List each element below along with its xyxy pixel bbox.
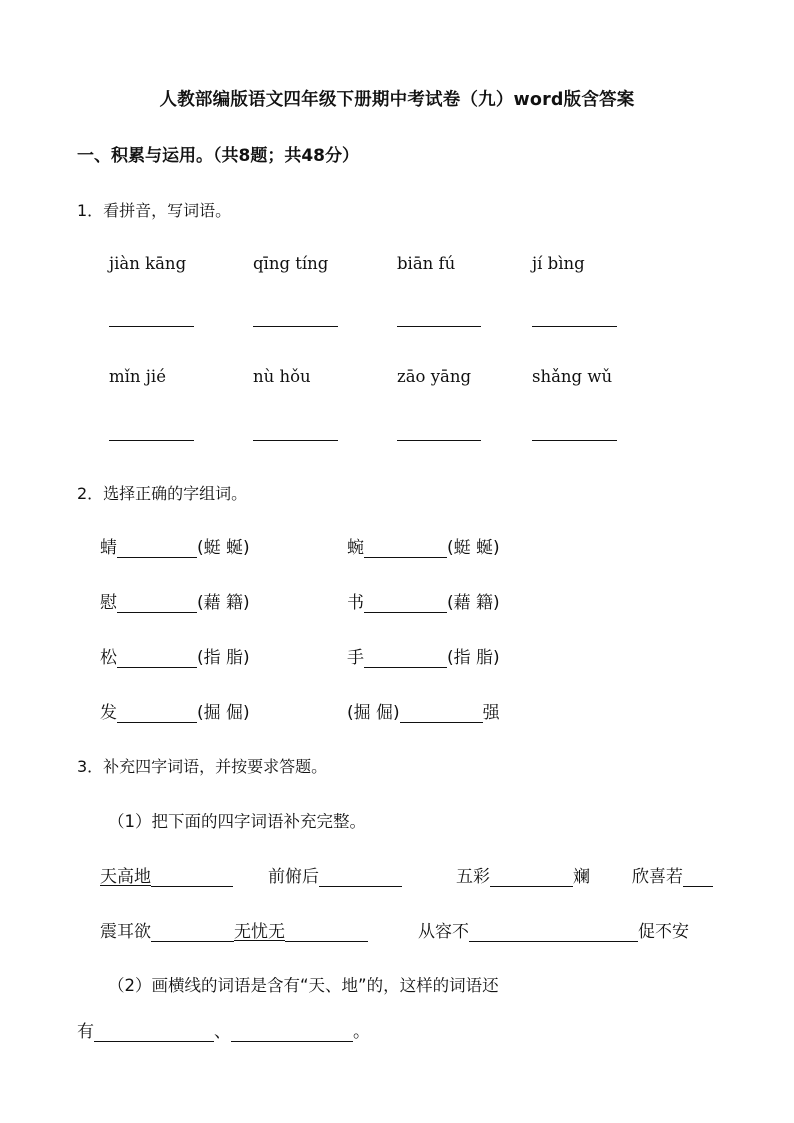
choice-options: (掘 倔)	[197, 703, 250, 723]
choice-suffix: 强	[482, 703, 500, 723]
answer-blank[interactable]	[117, 649, 197, 668]
question-3-part-1: （1）把下面的四字词语补充完整。	[108, 812, 366, 831]
word-choice-item	[347, 643, 500, 668]
answer-blank[interactable]	[151, 868, 233, 887]
pinyin-bian-fu: biān fú	[397, 254, 456, 273]
answer-blank[interactable]	[231, 1023, 353, 1042]
idiom-fill-item	[632, 862, 713, 887]
answer-blank[interactable]	[400, 704, 483, 723]
answer-blank[interactable]	[117, 539, 197, 558]
answer-blank[interactable]	[117, 594, 197, 613]
pinyin-qing-ting: qīng tíng	[253, 254, 329, 273]
question-3-label: 3．补充四字词语，并按要求答题。	[77, 757, 328, 776]
answer-line-start: 有	[77, 1022, 94, 1042]
pinyin-ji-bing: jí bìng	[532, 254, 585, 273]
answer-blank[interactable]	[532, 326, 617, 327]
answer-blank[interactable]	[532, 440, 617, 441]
idiom-underlined-start: 无忧无	[234, 922, 285, 942]
choice-options: (藉 籍)	[447, 593, 500, 613]
choice-prefix: 蜻	[100, 538, 117, 558]
answer-blank[interactable]	[285, 923, 368, 942]
answer-blank[interactable]	[397, 326, 481, 327]
idiom-start: 从容不	[418, 922, 469, 942]
answer-blank[interactable]	[364, 594, 447, 613]
answer-blank[interactable]	[397, 440, 481, 441]
idiom-fill-item	[100, 917, 368, 942]
idiom-fill-item	[418, 917, 689, 942]
answer-blank[interactable]	[364, 649, 447, 668]
choice-options: (藉 籍)	[197, 593, 250, 613]
idiom-fill-item	[100, 862, 233, 887]
word-choice-item	[100, 533, 250, 558]
answer-blank[interactable]	[490, 868, 573, 887]
answer-blank[interactable]	[469, 923, 638, 942]
word-choice-item	[100, 643, 250, 668]
answer-separator: 、	[214, 1022, 231, 1042]
choice-options: (蜓 蜒)	[197, 538, 250, 558]
pinyin-nu-hou: nù hǒu	[253, 367, 311, 386]
choice-prefix: 蜿	[347, 538, 364, 558]
pinyin-min-jie: mǐn jié	[109, 367, 166, 386]
idiom-start: 欣喜若	[632, 867, 683, 887]
choice-prefix: 书	[347, 593, 364, 613]
answer-blank[interactable]	[319, 868, 402, 887]
question-1-label: 1．看拼音，写词语。	[77, 201, 232, 220]
idiom-fill-item	[268, 862, 402, 887]
idiom-start: 震耳欲	[100, 922, 151, 942]
question-3-part-2-answer-line	[77, 1017, 370, 1042]
idiom-end: 促不安	[638, 922, 689, 942]
answer-blank[interactable]	[253, 440, 338, 441]
answer-blank[interactable]	[683, 868, 713, 887]
pinyin-zao-yang: zāo yāng	[397, 367, 472, 386]
answer-line-end: 。	[353, 1022, 370, 1042]
word-choice-item	[347, 588, 500, 613]
answer-blank[interactable]	[253, 326, 338, 327]
pinyin-jian-kang: jiàn kāng	[109, 254, 187, 273]
pinyin-shang-wu: shǎng wǔ	[532, 367, 613, 386]
word-choice-item	[100, 698, 250, 723]
answer-blank[interactable]	[109, 440, 194, 441]
word-choice-item	[347, 698, 500, 723]
idiom-start: 五彩	[456, 867, 490, 887]
answer-blank[interactable]	[117, 704, 197, 723]
idiom-fill-item	[456, 862, 590, 887]
choice-options: (掘 倔)	[347, 703, 400, 723]
idiom-start: 前俯后	[268, 867, 319, 887]
section-heading: 一、积累与运用。（共8题；共48分）	[77, 146, 359, 166]
answer-blank[interactable]	[364, 539, 447, 558]
choice-options: (指 脂)	[197, 648, 250, 668]
page-title: 人教部编版语文四年级下册期中考试卷（九）word版含答案	[159, 90, 635, 110]
choice-prefix: 手	[347, 648, 364, 668]
choice-prefix: 慰	[100, 593, 117, 613]
choice-prefix: 松	[100, 648, 117, 668]
word-choice-item	[100, 588, 250, 613]
answer-blank[interactable]	[109, 326, 194, 327]
choice-prefix: 发	[100, 703, 117, 723]
answer-blank[interactable]	[94, 1023, 214, 1042]
choice-options: (指 脂)	[447, 648, 500, 668]
choice-options: (蜓 蜒)	[447, 538, 500, 558]
idiom-underlined-start: 天高地	[100, 867, 151, 887]
question-3-part-2: （2）画横线的词语是含有“天、地”的，这样的词语还	[108, 976, 499, 995]
answer-blank[interactable]	[151, 923, 234, 942]
idiom-end: 斓	[573, 867, 590, 887]
word-choice-item	[347, 533, 500, 558]
question-2-label: 2．选择正确的字组词。	[77, 484, 248, 503]
